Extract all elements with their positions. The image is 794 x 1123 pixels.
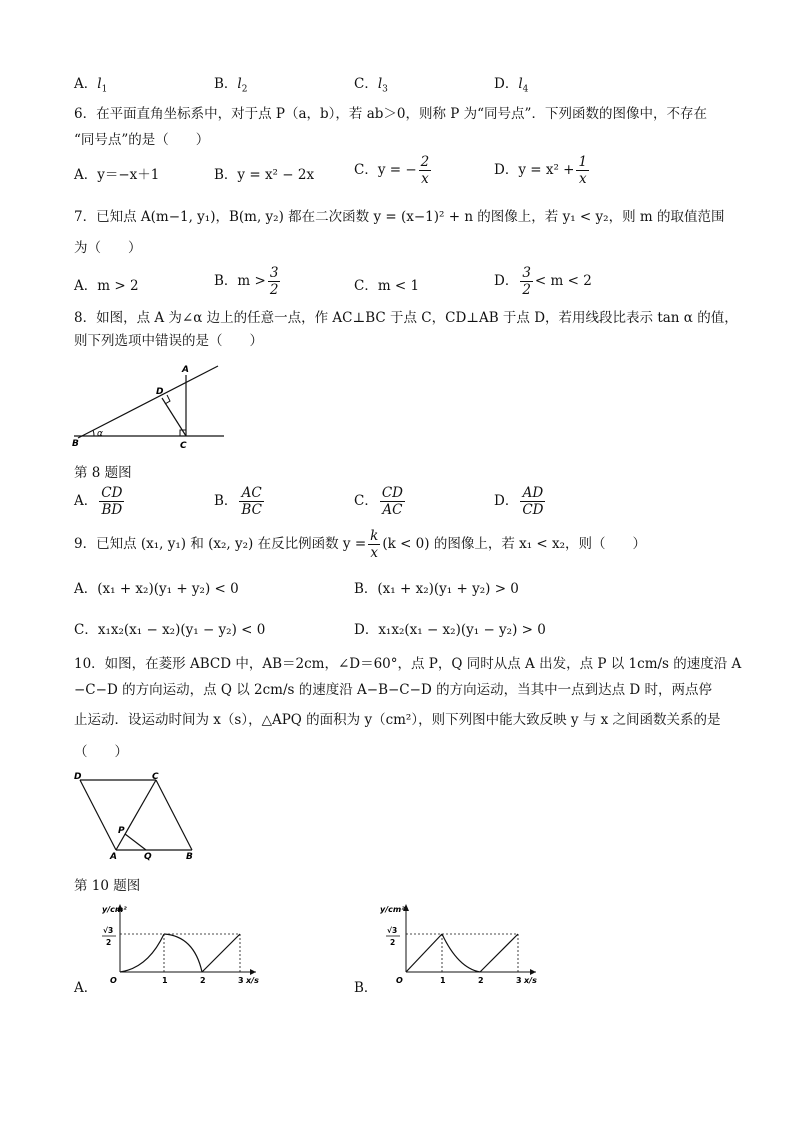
q6-c-fraction: $\frac{2}{x}$ xyxy=(420,154,430,187)
svg-text:√3: √3 xyxy=(103,926,114,935)
q10-label-c: C xyxy=(152,772,159,782)
q10-label-q: Q xyxy=(144,852,152,862)
q8-angle-arc xyxy=(93,430,94,436)
svg-text:2: 2 xyxy=(390,938,396,947)
svg-text:2: 2 xyxy=(478,976,484,985)
q6-stem-line1: 6．在平面直角坐标系中，对于点 P（a，b），若 ab＞0，则称 P 为“同号点”．下列函数的图像中，不存在 xyxy=(74,106,707,122)
q7-option-b[interactable]: B．m > $\frac{3}{2}$ xyxy=(214,265,279,298)
q6-d-fraction: $\frac{1}{x}$ xyxy=(578,154,588,187)
q10-rhombus-figure xyxy=(72,770,202,862)
q6-option-a[interactable]: A．y＝−x＋1 xyxy=(74,167,160,183)
q6-option-c[interactable]: C．y = − $\frac{2}{x}$ xyxy=(354,154,430,187)
q7-option-a[interactable]: A．m > 2 xyxy=(74,278,139,294)
q7-option-d[interactable]: D． $\frac{3}{2}$ < m < 2 xyxy=(494,265,592,298)
svg-text:O: O xyxy=(110,976,117,985)
q5-option-d[interactable]: D．$l_4$ xyxy=(494,76,529,95)
q8-label-a: A xyxy=(182,365,189,375)
svg-text:x/s: x/s xyxy=(524,976,537,985)
q10-label-b: B xyxy=(186,852,193,862)
q10-stem-line2: −C−D 的方向运动，点 Q 以 2cm/s 的速度沿 A−B−C−D 的方向运动，当其中一点到达点 D 时，两点停 xyxy=(74,682,712,698)
q9-stem: 9．已知点 (x₁, y₁) 和 (x₂, y₂) 在反比例函数 y = $\frac{k}{x}$ (k < 0) 的图像上，若 x₁ < x₂，则（ ） xyxy=(74,528,647,561)
q8-option-c[interactable]: C． $\frac{CD}{AC}$ xyxy=(354,485,403,518)
svg-text:1: 1 xyxy=(162,976,168,985)
svg-text:3: 3 xyxy=(516,976,522,985)
q8-figure-caption: 第 8 题图 xyxy=(74,465,132,481)
q10-graph-b[interactable] xyxy=(376,900,546,990)
q7-option-c[interactable]: C．m < 1 xyxy=(354,278,420,294)
q10-option-b-label[interactable]: B． xyxy=(354,980,378,996)
svg-text:1: 1 xyxy=(440,976,446,985)
q6-option-d[interactable]: D．y = x² + $\frac{1}{x}$ xyxy=(494,154,588,187)
q10-label-d: D xyxy=(74,772,82,782)
q8-option-b[interactable]: B． $\frac{AC}{BC}$ xyxy=(214,485,262,518)
svg-text:x/s: x/s xyxy=(246,976,259,985)
q8-triangle-figure xyxy=(72,360,232,450)
q10-stem-line4: （ ） xyxy=(74,744,128,760)
svg-text:O: O xyxy=(396,976,403,985)
q8-option-d[interactable]: D． $\frac{AD}{CD}$ xyxy=(494,485,544,518)
q7-stem-line1: 7．已知点 A(m−1, y₁)，B(m, y₂) 都在二次函数 y = (x−1)² + n 的图像上，若 y₁ < y₂，则 m 的取值范围 xyxy=(74,209,725,225)
q8-right-angle-d xyxy=(165,395,170,404)
q9-option-a[interactable]: A．(x₁ + x₂)(y₁ + y₂) < 0 xyxy=(74,581,239,597)
q9-option-d[interactable]: D．x₁x₂(x₁ − x₂)(y₁ − y₂) > 0 xyxy=(354,622,546,638)
svg-text:y/cm²: y/cm² xyxy=(380,905,405,914)
q10-label-p: P xyxy=(118,826,125,836)
q5-option-c[interactable]: C．$l_3$ xyxy=(354,76,388,95)
q8-ray xyxy=(78,366,218,438)
q10-stem-line3: 止运动．设运动时间为 x（s），△APQ 的面积为 y（cm²），则下列图中能大致反映 y 与 x 之间函数关系的是 xyxy=(74,712,721,728)
q10-graph-a[interactable] xyxy=(96,900,266,990)
q8-stem-line2: 则下列选项中错误的是（ ） xyxy=(74,333,263,349)
q8-label-alpha: α xyxy=(97,429,103,439)
q10-stem-line1: 10．如图，在菱形 ABCD 中，AB＝2cm，∠D＝60°，点 P，Q 同时从点 A 出发，点 P 以 1cm/s 的速度沿 A xyxy=(74,656,742,672)
q10-figure-caption: 第 10 题图 xyxy=(74,878,141,894)
q8-option-a[interactable]: A． $\frac{CD}{BD}$ xyxy=(74,485,123,518)
q10-label-a: A xyxy=(110,852,117,862)
svg-text:3: 3 xyxy=(238,976,244,985)
svg-text:y/cm²: y/cm² xyxy=(102,905,127,914)
q8-label-d: D xyxy=(156,387,164,397)
q7-stem-line2: 为（ ） xyxy=(74,240,142,256)
svg-text:2: 2 xyxy=(106,938,112,947)
q8-stem-line1: 8．如图，点 A 为∠α 边上的任意一点，作 AC⊥BC 于点 C，CD⊥AB 于点 D，若用线段比表示 tan α 的值， xyxy=(74,310,738,326)
q9-option-b[interactable]: B．(x₁ + x₂)(y₁ + y₂) > 0 xyxy=(354,581,519,597)
q5-option-b[interactable]: B．$l_2$ xyxy=(214,76,248,95)
q8-label-c: C xyxy=(180,441,187,450)
q10-option-a-label[interactable]: A． xyxy=(74,980,98,996)
q8-label-b: B xyxy=(72,439,79,449)
q6-option-b[interactable]: B．y = x² − 2x xyxy=(214,167,315,183)
q5-option-a[interactable]: A．$l_1$ xyxy=(74,76,108,95)
q6-stem-line2: “同号点”的是（ ） xyxy=(74,132,210,148)
svg-text:√3: √3 xyxy=(387,926,398,935)
svg-text:2: 2 xyxy=(200,976,206,985)
q9-option-c[interactable]: C．x₁x₂(x₁ − x₂)(y₁ − y₂) < 0 xyxy=(74,622,266,638)
